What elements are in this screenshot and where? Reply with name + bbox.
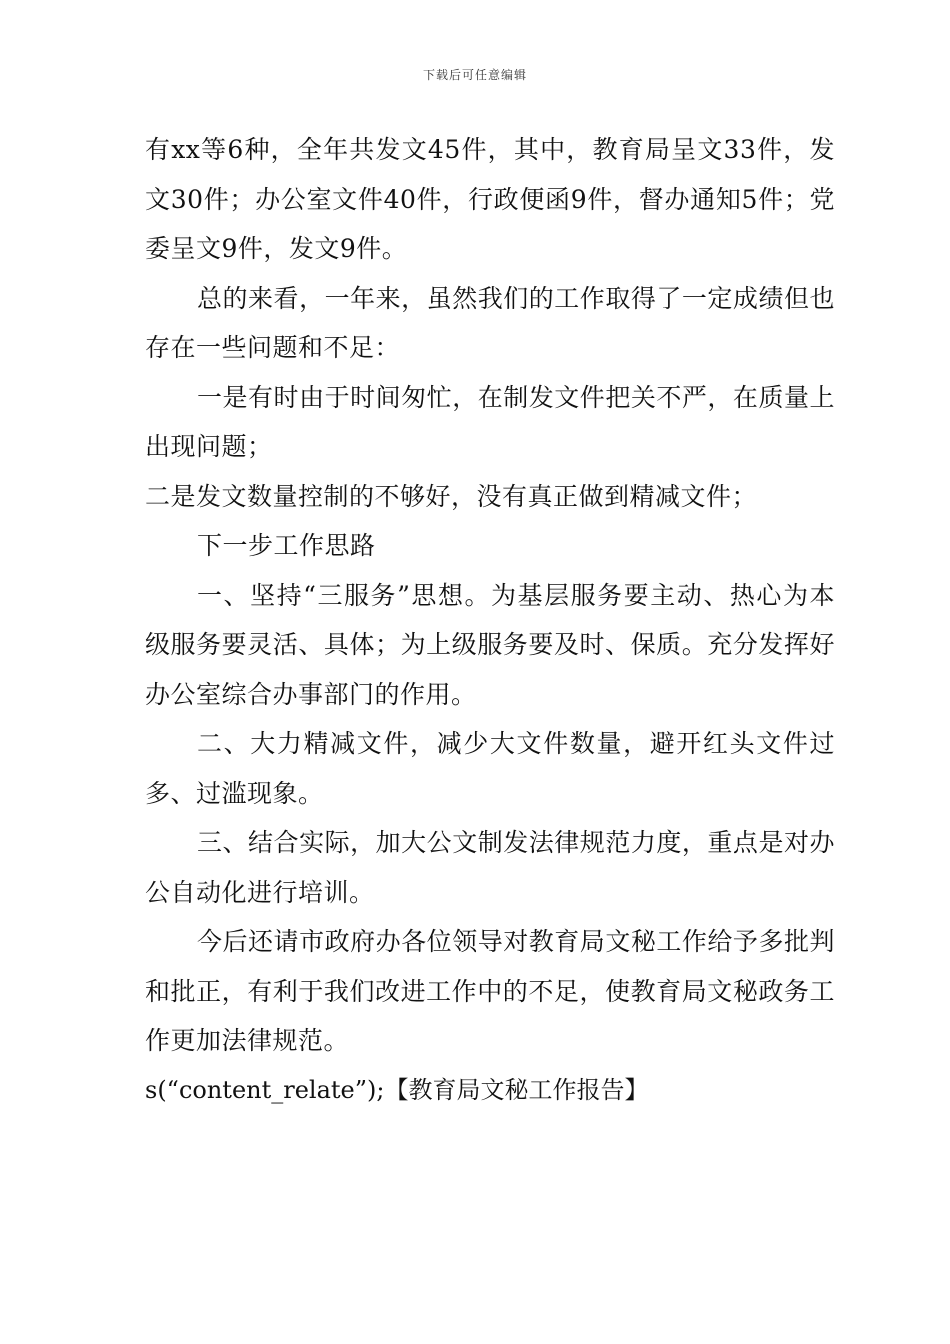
- paragraph-8: 三、结合实际，加大公文制发法律规范力度，重点是对办公自动化进行培训。: [145, 828, 835, 907]
- paragraph-7: 二、大力精减文件，减少大文件数量，避开红头文件过多、过滥现象。: [145, 729, 835, 808]
- section-heading: 下一步工作思路: [197, 531, 376, 560]
- page-header: 下载后可任意编辑: [422, 68, 527, 82]
- paragraph-2: 总的来看，一年来，虽然我们的工作取得了一定成绩但也存在一些问题和不足：: [145, 283, 835, 362]
- paragraph-10: s(“content_relate”);【教育局文秘工作报告】: [145, 1075, 649, 1104]
- paragraph-3: 一是有时由于时间匆忙，在制发文件把关不严，在质量上出现问题；: [145, 382, 835, 461]
- paragraph-1: 有xx等6种，全年共发文45件，其中，教育局呈文33件，发文30件；办公室文件40件，行政便函9件，督办通知5件；党委呈文9件，发文9件。: [145, 135, 835, 263]
- document-body: [145, 125, 835, 1115]
- paragraph-9: 今后还请市政府办各位领导对教育局文秘工作给予多批判和批正，有利于我们改进工作中的不足，使教育局文秘政务工作更加法律规范。: [145, 927, 835, 1055]
- paragraph-4: 二是发文数量控制的不够好，没有真正做到精减文件；: [145, 481, 758, 511]
- paragraph-6: 一、坚持“三服务”思想。为基层服务要主动、热心为本级服务要灵活、具体；为上级服务要及时、保质。充分发挥好办公室综合办事部门的作用。: [145, 580, 835, 709]
